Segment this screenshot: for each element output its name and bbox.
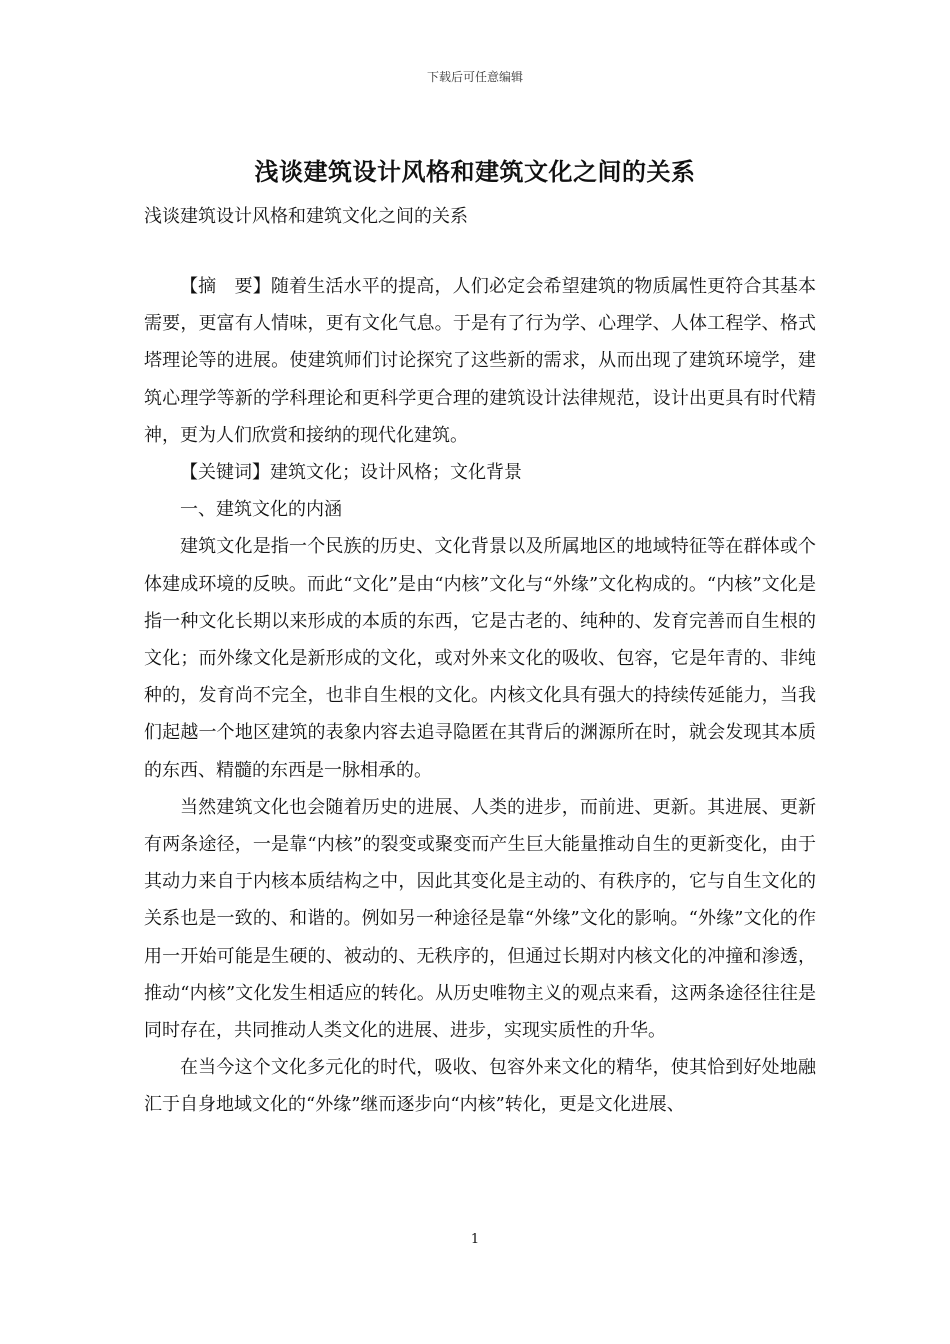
body-paragraph: 建筑文化是指一个民族的历史、文化背景以及所属地区的地域特征等在群体或个体建成环境的反映。而此“文化”是由“内核”文化与“外缘”文化构成的。“内核”文化是指一种文化长期以来形成的本质的东西，它是古老的、纯种的、发育完善而自生根的文化；而外缘文化是新形成的文化，或对外来文化的吸收、包容，它是年青的、非纯种的，发育尚不完全，也非自生根的文化。内核文化具有强大的持续传延能力，当我们起越一个地区建筑的表象内容去追寻隐匿在其背后的渊源所在时，就会发现其本质的东西、精髓的东西是一脉相承的。 — [144, 536, 816, 781]
section-heading: 一、建筑文化的内涵 — [180, 499, 342, 521]
document-title: 浅谈建筑设计风格和建筑文化之间的关系 — [254, 157, 696, 186]
document-subtitle: 浅谈建筑设计风格和建筑文化之间的关系 — [144, 206, 468, 227]
abstract-paragraph: 【摘 要】随着生活水平的提高，人们必定会希望建筑的物质属性更符合其基本需要，更富有人情味，更有文化气息。于是有了行为学、心理学、人体工程学、格式塔理论等的进展。使建筑师们讨论探究了这些新的需求，从而出现了建筑环境学，建筑心理学等新的学科理论和更科学更合理的建筑设计法律规范，设计出更具有时代精神，更为人们欣赏和接纳的现代化建筑。 — [144, 276, 816, 446]
body-paragraph: 在当今这个文化多元化的时代，吸收、包容外来文化的精华，使其恰到好处地融汇于自身地域文化的“外缘”继而逐步向“内核”转化，更是文化进展、 — [144, 1057, 816, 1116]
document-body — [144, 268, 816, 1124]
body-paragraph: 当然建筑文化也会随着历史的进展、人类的进步，而前进、更新。其进展、更新有两条途径，一是靠“内核”的裂变或聚变而产生巨大能量推动自生的更新变化，由于其动力来自于内核本质结构之中，因此其变化是主动的、有秩序的，它与自生文化的关系也是一致的、和谐的。例如另一种途径是靠“外缘”文化的影响。“外缘”文化的作用一开始可能是生硬的、被动的、无秩序的，但通过长期对内核文化的冲撞和渗透，推动“内核”文化发生相适应的转化。从历史唯物主义的观点来看，这两条途径往往是同时存在，共同推动人类文化的进展、进步，实现实质性的升华。 — [144, 796, 816, 1042]
keywords-paragraph: 【关键词】建筑文化；设计风格；文化背景 — [180, 462, 522, 484]
header-note: 下载后可任意编辑 — [426, 70, 523, 84]
page-number: 1 — [470, 1232, 480, 1247]
